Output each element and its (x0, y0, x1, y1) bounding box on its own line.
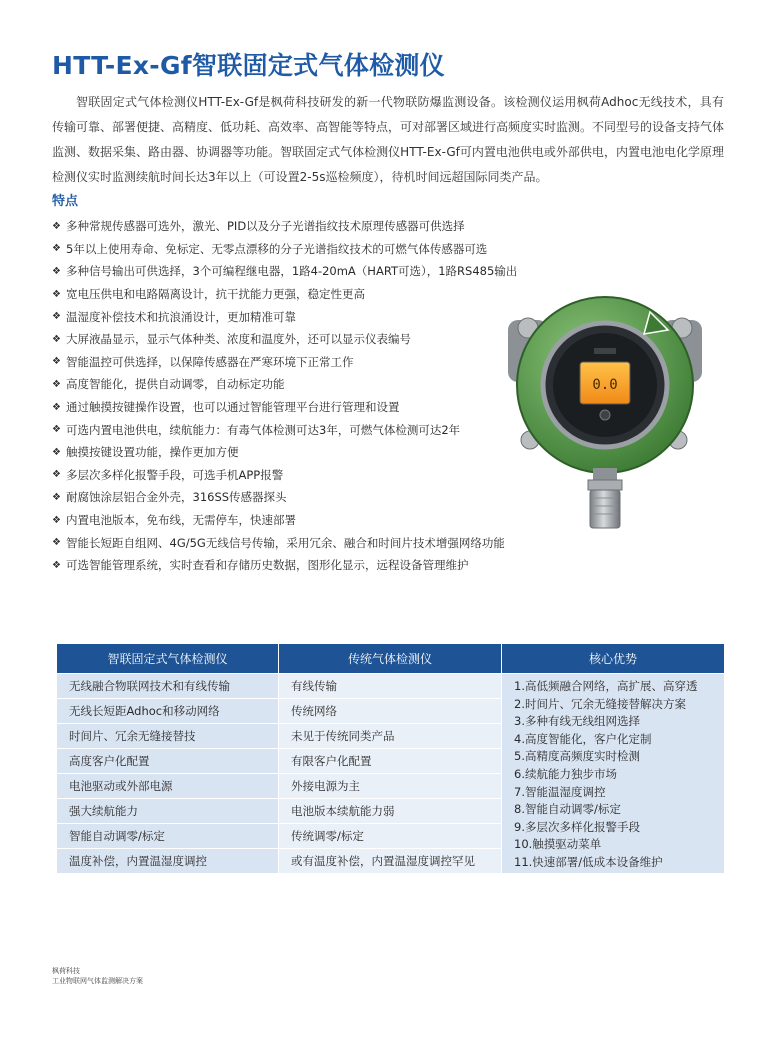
diamond-bullet-icon: ❖ (52, 401, 61, 413)
diamond-bullet-icon: ❖ (52, 446, 61, 458)
feature-text: 耐腐蚀涂层铝合金外壳，316SS传感器探头 (66, 490, 287, 505)
feature-item (52, 418, 552, 441)
core-advantages-cell (502, 674, 725, 874)
traditional-detector-cell: 传统网络 (279, 699, 502, 724)
diamond-bullet-icon: ❖ (52, 220, 61, 232)
smart-detector-cell: 智能自动调零/标定 (57, 824, 279, 849)
diamond-bullet-icon: ❖ (52, 378, 61, 390)
feature-text: 可选智能管理系统，实时查看和存储历史数据，图形化显示，远程设备管理维护 (66, 558, 469, 573)
feature-item (52, 531, 552, 554)
advantage-item: 6.续航能力独步市场 (514, 766, 617, 781)
diamond-bullet-icon: ❖ (52, 424, 61, 436)
feature-text: 触摸按键设置功能，操作更加方便 (66, 445, 239, 460)
feature-text: 智能温控可供选择，以保障传感器在严寒环境下正常工作 (66, 354, 354, 369)
traditional-detector-cell: 未见于传统同类产品 (279, 724, 502, 749)
feature-text: 宽电压供电和电路隔离设计，抗干扰能力更强，稳定性更高 (66, 287, 365, 302)
traditional-detector-cell: 传统调零/标定 (279, 824, 502, 849)
feature-item (52, 305, 552, 328)
advantage-item: 1.高低频融合网络，高扩展、高穿透 (514, 679, 698, 693)
feature-text: 高度智能化，提供自动调零，自动标定功能 (66, 377, 285, 392)
traditional-detector-cell: 外接电源为主 (279, 774, 502, 799)
advantage-item: 11.快速部署/低成本设备维护 (514, 854, 663, 869)
feature-item (52, 215, 552, 238)
advantage-item: 7.智能温湿度调控 (514, 784, 606, 799)
feature-item (52, 464, 552, 487)
gas-detector-device-icon (500, 290, 710, 530)
diamond-bullet-icon: ❖ (52, 288, 61, 300)
features-heading: 特点 (52, 194, 79, 209)
feature-item (52, 554, 552, 577)
feature-item (52, 351, 552, 374)
traditional-detector-cell: 有线传输 (279, 674, 502, 699)
diamond-bullet-icon: ❖ (52, 514, 61, 526)
feature-item (52, 260, 552, 283)
advantage-item: 3.多种有线无线组网选择 (514, 714, 640, 729)
diamond-bullet-icon: ❖ (52, 243, 61, 255)
feature-text: 大屏液晶显示，显示气体种类、浓度和温度外，还可以显示仪表编号 (66, 332, 411, 347)
traditional-detector-cell: 或有温度补偿，内置温湿度调控罕见 (279, 849, 502, 874)
diamond-bullet-icon: ❖ (52, 265, 61, 277)
header-smart-detector: 智联固定式气体检测仪 (57, 644, 279, 674)
smart-detector-cell: 时间片、冗余无缝接替技 (57, 724, 279, 749)
smart-detector-cell: 强大续航能力 (57, 799, 279, 824)
table-header-row (57, 644, 725, 674)
page-title: HTT-Ex-Gf智联固定式气体检测仪 (52, 51, 445, 80)
features-list (52, 215, 552, 577)
diamond-bullet-icon: ❖ (52, 356, 61, 368)
advantage-item: 9.多层次多样化报警手段 (514, 819, 640, 834)
smart-detector-cell: 高度客户化配置 (57, 749, 279, 774)
feature-text: 多种信号输出可供选择，3个可编程继电器，1路4-20mA（HART可选），1路RS485输出 (66, 264, 518, 279)
feature-text: 智能长短距自组网、4G/5G无线信号传输，采用冗余、融合和时间片技术增强网络功能 (66, 535, 505, 550)
smart-detector-cell: 无线融合物联网技术和有线传输 (57, 674, 279, 699)
feature-text: 内置电池版本，免布线，无需停车，快速部署 (66, 513, 296, 528)
diamond-bullet-icon: ❖ (52, 491, 61, 503)
feature-item (52, 441, 552, 464)
footer (52, 966, 143, 986)
feature-item (52, 396, 552, 419)
table-row (57, 674, 725, 699)
diamond-bullet-icon: ❖ (52, 469, 61, 481)
header-traditional-detector: 传统气体检测仪 (279, 644, 502, 674)
header-core-advantages: 核心优势 (502, 644, 725, 674)
feature-text: 通过触摸按键操作设置，也可以通过智能管理平台进行管理和设置 (66, 400, 400, 415)
advantage-item: 8.智能自动调零/标定 (514, 802, 621, 817)
feature-item (52, 238, 552, 261)
diamond-bullet-icon: ❖ (52, 537, 61, 549)
smart-detector-cell: 无线长短距Adhoc和移动网络 (57, 699, 279, 724)
advantage-item: 5.高精度高频度实时检测 (514, 749, 640, 764)
intro-paragraph: 智联固定式气体检测仪HTT-Ex-Gf是枫荷科技研发的新一代物联防爆监测设备。该检测仪运用枫荷Adhoc无线技术，具有传输可靠、部署便捷、高精度、低功耗、高效率、高智能等特点，可对部署区域进行高频度实时监测。不同型号的设备支持气体监测、数据采集、路由器、协调器等功能。智联固定式气体检测仪HTT-Ex-Gf可内置电池供电或外部供电，内置电池电化学原理检测仪实时监测续航时间长达3年以上（可设置2-5s巡检频度），待机时间远超国际同类产品。 (52, 95, 725, 184)
feature-item (52, 373, 552, 396)
feature-item (52, 283, 552, 306)
smart-detector-cell: 温度补偿，内置温湿度调控 (57, 849, 279, 874)
diamond-bullet-icon: ❖ (52, 333, 61, 345)
diamond-bullet-icon: ❖ (52, 311, 61, 323)
feature-text: 多种常规传感器可选外，激光、PID以及分子光谱指纹技术原理传感器可供选择 (66, 219, 465, 234)
diamond-bullet-icon: ❖ (52, 559, 61, 571)
feature-item (52, 509, 552, 532)
feature-text: 温湿度补偿技术和抗浪涌设计，更加精准可靠 (66, 309, 296, 324)
footer-company: 枫荷科技 (52, 967, 80, 975)
feature-item (52, 328, 552, 351)
svg-text:0.0: 0.0 (592, 377, 618, 393)
advantage-item: 4.高度智能化，客户化定制 (514, 731, 652, 746)
traditional-detector-cell: 电池版本续航能力弱 (279, 799, 502, 824)
feature-text: 5年以上使用寿命、免标定、无零点漂移的分子光谱指纹技术的可燃气体传感器可选 (66, 241, 488, 256)
footer-tagline: 工业物联网气体监测解决方案 (52, 977, 143, 985)
smart-detector-cell: 电池驱动或外部电源 (57, 774, 279, 799)
traditional-detector-cell: 有限客户化配置 (279, 749, 502, 774)
advantage-item: 10.触摸驱动菜单 (514, 837, 602, 852)
comparison-table (56, 643, 725, 874)
advantage-item: 2.时间片、冗余无缝接替解决方案 (514, 696, 686, 711)
feature-text: 多层次多样化报警手段，可选手机APP报警 (66, 467, 284, 482)
feature-item (52, 486, 552, 509)
feature-text: 可选内置电池供电，续航能力：有毒气体检测可达3年，可燃气体检测可达2年 (66, 422, 461, 437)
